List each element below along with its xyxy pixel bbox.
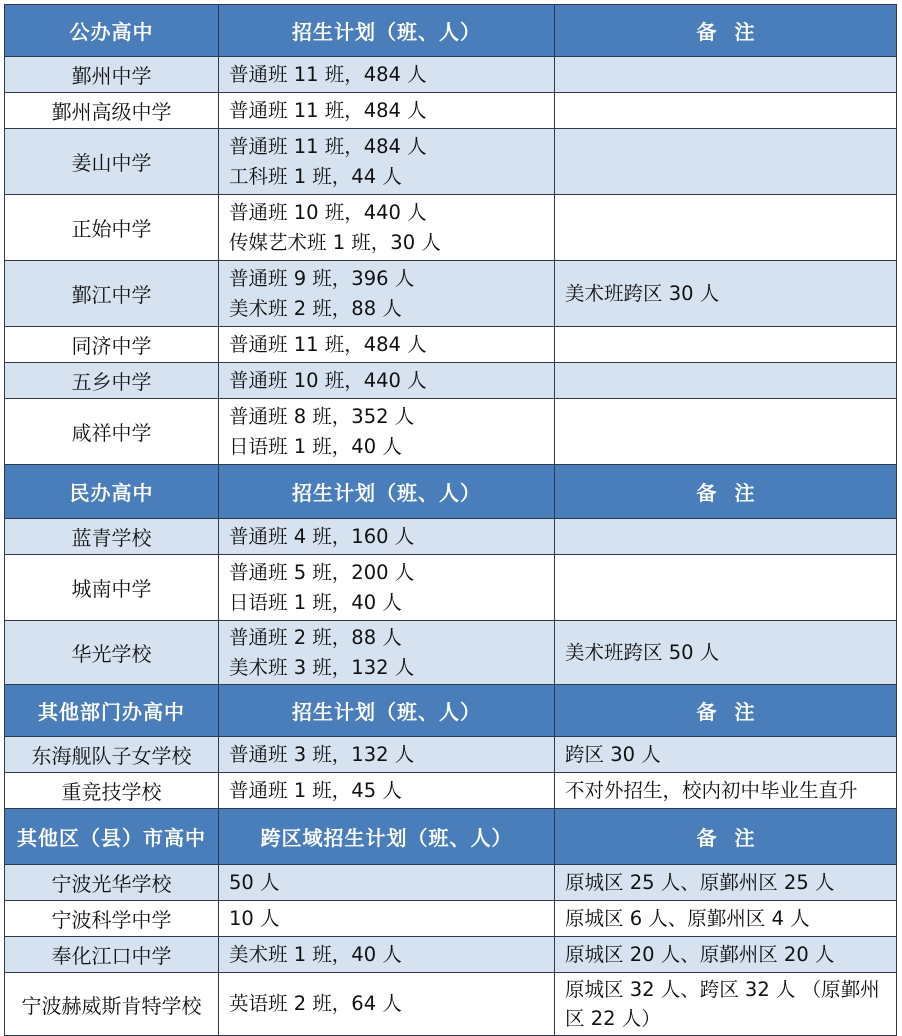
- table-row: [5, 773, 897, 809]
- table-row: [5, 327, 897, 363]
- plan-cell: [219, 327, 555, 363]
- plan-line: 工科班 1 班，44 人: [229, 164, 402, 188]
- header-plan: 跨区域招生计划（班、人）: [219, 809, 555, 865]
- table-row: [5, 737, 897, 773]
- header-plan: 招生计划（班、人）: [219, 685, 555, 737]
- note-cell: 原城区 20 人、原鄞州区 20 人: [555, 937, 897, 973]
- header-school-type: 民办高中: [5, 465, 219, 519]
- table-row: [5, 621, 897, 685]
- plan-cell: [219, 621, 555, 685]
- note-cell: [555, 363, 897, 399]
- school-name: 鄞州高级中学: [5, 93, 219, 129]
- plan-cell: [219, 519, 555, 555]
- section-header-other-district: [5, 809, 897, 865]
- plan-cell: [219, 737, 555, 773]
- section-header-private: [5, 465, 897, 519]
- plan-cell: [219, 901, 555, 937]
- school-name: 鄞州中学: [5, 57, 219, 93]
- note-cell: 跨区 30 人: [555, 737, 897, 773]
- note-cell: [555, 93, 897, 129]
- school-name: 咸祥中学: [5, 399, 219, 465]
- plan-cell: [219, 129, 555, 195]
- plan-line: 10 人: [229, 906, 280, 930]
- plan-line: 普通班 11 班，484 人: [229, 98, 427, 122]
- table-row: [5, 363, 897, 399]
- note-cell: 原城区 6 人、原鄞州区 4 人: [555, 901, 897, 937]
- header-school-type: 其他区（县）市高中: [5, 809, 219, 865]
- table-row: [5, 973, 897, 1036]
- plan-cell: [219, 773, 555, 809]
- plan-line: 普通班 3 班，132 人: [229, 742, 415, 766]
- header-note: 备注: [555, 465, 897, 519]
- header-school-type: 公办高中: [5, 5, 219, 57]
- header-note: 备注: [555, 685, 897, 737]
- plan-cell: [219, 261, 555, 327]
- plan-cell: [219, 399, 555, 465]
- table-row: [5, 261, 897, 327]
- plan-line: 美术班 3 班，132 人: [229, 655, 415, 679]
- school-name: 宁波赫威斯肯特学校: [5, 973, 219, 1036]
- note-cell: [555, 195, 897, 261]
- school-name: 正始中学: [5, 195, 219, 261]
- plan-line: 普通班 1 班，45 人: [229, 778, 402, 802]
- table-row: [5, 519, 897, 555]
- school-name: 东海舰队子女学校: [5, 737, 219, 773]
- plan-line: 普通班 4 班，160 人: [229, 524, 415, 548]
- plan-cell: [219, 937, 555, 973]
- plan-line: 普通班 11 班，484 人: [229, 62, 427, 86]
- note-cell: [555, 399, 897, 465]
- note-text: 原城区 32 人、跨区 32 人 （原鄞州区 22 人）: [565, 978, 880, 1030]
- note-cell: [555, 519, 897, 555]
- table-row: [5, 57, 897, 93]
- note-cell: [555, 555, 897, 621]
- school-name: 同济中学: [5, 327, 219, 363]
- section-header-public: [5, 5, 897, 57]
- section-header-other-dept: [5, 685, 897, 737]
- plan-line: 普通班 2 班，88 人: [229, 625, 402, 649]
- note-cell: [555, 129, 897, 195]
- enrollment-table-frame: [4, 4, 896, 1029]
- school-name: 鄞江中学: [5, 261, 219, 327]
- table-row: [5, 195, 897, 261]
- table-row: [5, 93, 897, 129]
- school-name: 奉化江口中学: [5, 937, 219, 973]
- plan-line: 普通班 10 班，440 人: [229, 368, 427, 392]
- plan-cell: [219, 363, 555, 399]
- table-row: [5, 901, 897, 937]
- plan-cell: [219, 57, 555, 93]
- plan-cell: [219, 973, 555, 1036]
- school-name: 重竞技学校: [5, 773, 219, 809]
- table-row: [5, 937, 897, 973]
- header-school-type: 其他部门办高中: [5, 685, 219, 737]
- plan-line: 普通班 9 班，396 人: [229, 266, 415, 290]
- plan-line: 日语班 1 班，40 人: [229, 434, 402, 458]
- plan-line: 普通班 8 班，352 人: [229, 404, 415, 428]
- plan-line: 普通班 10 班，440 人: [229, 200, 427, 224]
- plan-line: 美术班 1 班，40 人: [229, 942, 402, 966]
- note-cell: [555, 327, 897, 363]
- school-name: 华光学校: [5, 621, 219, 685]
- plan-line: 传媒艺术班 1 班，30 人: [229, 230, 441, 254]
- table-row: [5, 555, 897, 621]
- table-row: [5, 399, 897, 465]
- school-name: 城南中学: [5, 555, 219, 621]
- header-plan: 招生计划（班、人）: [219, 465, 555, 519]
- school-name: 宁波科学中学: [5, 901, 219, 937]
- note-cell: 原城区 25 人、原鄞州区 25 人: [555, 865, 897, 901]
- plan-line: 英语班 2 班，64 人: [229, 992, 402, 1015]
- plan-cell: [219, 865, 555, 901]
- plan-line: 普通班 11 班，484 人: [229, 332, 427, 356]
- note-cell: 美术班跨区 30 人: [555, 261, 897, 327]
- header-note: 备注: [555, 5, 897, 57]
- school-name: 蓝青学校: [5, 519, 219, 555]
- plan-line: 日语班 1 班，40 人: [229, 590, 402, 614]
- note-cell: 美术班跨区 50 人: [555, 621, 897, 685]
- plan-cell: [219, 195, 555, 261]
- table-row: [5, 865, 897, 901]
- table-row: [5, 129, 897, 195]
- plan-line: 普通班 11 班，484 人: [229, 134, 427, 158]
- enrollment-table: [4, 4, 897, 1036]
- school-name: 姜山中学: [5, 129, 219, 195]
- plan-cell: [219, 555, 555, 621]
- plan-cell: [219, 93, 555, 129]
- note-cell: [555, 973, 897, 1036]
- plan-line: 50 人: [229, 870, 280, 894]
- header-note: 备注: [555, 809, 897, 865]
- plan-line: 美术班 2 班，88 人: [229, 296, 402, 320]
- school-name: 五乡中学: [5, 363, 219, 399]
- header-plan: 招生计划（班、人）: [219, 5, 555, 57]
- school-name: 宁波光华学校: [5, 865, 219, 901]
- note-cell: 不对外招生，校内初中毕业生直升: [555, 773, 897, 809]
- plan-line: 普通班 5 班，200 人: [229, 560, 415, 584]
- note-cell: [555, 57, 897, 93]
